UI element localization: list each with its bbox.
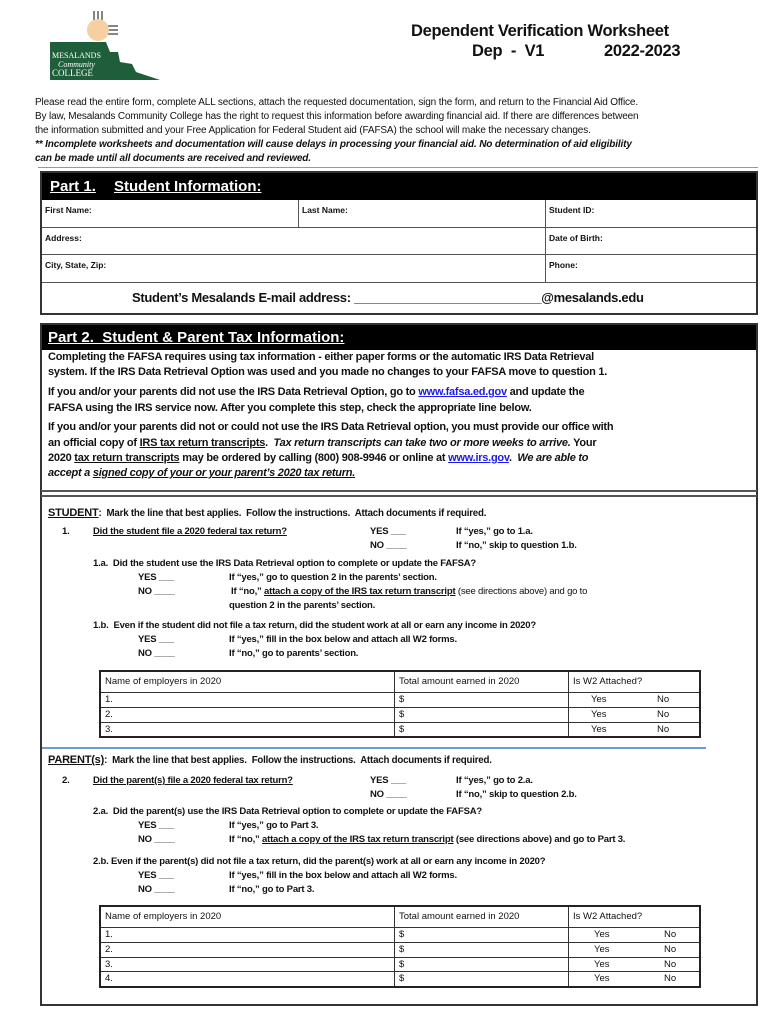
table-header: Name of employers in 2020 <box>105 676 222 687</box>
row-divider <box>101 942 699 943</box>
email-suffix: @mesalands.edu <box>541 290 644 305</box>
w2-yes[interactable]: Yes <box>594 929 610 940</box>
part1-header <box>42 173 756 200</box>
q1a-yes[interactable]: YES ___ <box>138 572 175 583</box>
row-number[interactable]: 2. <box>105 709 113 720</box>
part2-title: Part 2. Student & Parent Tax Information: <box>48 329 345 346</box>
q1-no[interactable]: NO ____ <box>370 540 407 551</box>
student-id-field[interactable] <box>546 200 756 228</box>
fafsa-intro-line: Completing the FAFSA requires using tax information - either paper forms or the automatic IRS Data Retrieval <box>48 351 594 363</box>
amount-cell[interactable]: $ <box>399 929 405 940</box>
table-header: Is W2 Attached? <box>573 911 643 922</box>
first-name-label: First Name: <box>45 205 92 215</box>
city-label: City, State, Zip: <box>45 260 107 270</box>
q2b-yes[interactable]: YES ___ <box>138 870 175 881</box>
col-divider <box>394 672 395 736</box>
q1a-if-no <box>231 586 587 598</box>
q1-yes[interactable]: YES ___ <box>370 526 407 537</box>
address-field[interactable] <box>42 228 546 255</box>
text: : <box>104 755 108 766</box>
row-divider <box>101 927 699 928</box>
transcript-line <box>48 452 588 465</box>
parent-heading-line <box>48 753 492 768</box>
q1a-text: 1.a. Did the student use the IRS Data Retrieval option to complete or update the FAFSA? <box>93 558 477 569</box>
row-number[interactable]: 3. <box>105 724 113 735</box>
text: . <box>508 452 518 464</box>
row-divider <box>101 692 699 693</box>
dob-label: Date of Birth: <box>549 233 603 243</box>
text: We are able to <box>517 452 589 464</box>
form-title: Dependent Verification Worksheet <box>411 22 669 40</box>
form-year: 2022-2023 <box>604 42 681 60</box>
part1-title: Student Information: <box>114 178 262 195</box>
text: and update the <box>506 386 585 398</box>
part2-header <box>42 325 756 350</box>
text: If “no,” <box>229 834 263 845</box>
fafsa-intro-line: system. If the IRS Data Retrieval Option was used and you made no changes to your FAFSA move to question 1. <box>48 366 608 378</box>
text: If you and/or your parents did not use the IRS Data Retrieval Option, go to <box>48 386 419 398</box>
q1-number: 1. <box>62 526 70 537</box>
q1a-if-yes: If “yes,” go to question 2 in the parents’ section. <box>229 572 437 583</box>
text: signed copy of your or your parent’s 2020 tax return. <box>92 467 356 479</box>
q1-if-yes: If “yes,” go to 1.a. <box>456 526 533 537</box>
transcript-line <box>48 467 355 480</box>
q2a-if-no <box>229 834 625 846</box>
last-name-field[interactable] <box>299 200 546 228</box>
col-divider <box>394 907 395 986</box>
table-header: Is W2 Attached? <box>573 676 643 687</box>
college-logo <box>48 10 163 82</box>
w2-no[interactable]: No <box>664 959 677 970</box>
amount-cell[interactable]: $ <box>399 973 405 984</box>
row-number[interactable]: 1. <box>105 929 113 940</box>
text: If “no,” <box>231 586 265 597</box>
amount-cell[interactable]: $ <box>399 709 405 720</box>
fafsa-link[interactable]: www.fafsa.ed.gov <box>418 386 507 398</box>
q2b-no[interactable]: NO ____ <box>138 884 175 895</box>
warning-line: can be made until all documents are received and reviewed. <box>35 153 311 164</box>
w2-yes[interactable]: Yes <box>591 694 607 705</box>
logo-line-3: COLLEGE <box>52 68 93 78</box>
q1b-text: 1.b. Even if the student did not file a tax return, did the student work at all or earn any income in 2020? <box>93 620 536 631</box>
q2-number: 2. <box>62 775 70 786</box>
transcript-line <box>48 437 596 450</box>
w2-yes[interactable]: Yes <box>591 709 607 720</box>
text: : <box>98 508 102 519</box>
parent-heading: PARENT(s) <box>48 754 105 766</box>
student-instruction: Mark the line that best applies. Follow the instructions. Attach documents if required. <box>101 508 487 519</box>
row-number[interactable]: 1. <box>105 694 113 705</box>
q1b-no[interactable]: NO ____ <box>138 648 175 659</box>
address-label: Address: <box>45 233 82 243</box>
text: an official copy of <box>48 437 140 449</box>
transcript-line: If you and/or your parents did not or could not use the IRS Data Retrieval option, you must provide our office with <box>48 421 614 433</box>
amount-cell[interactable]: $ <box>399 724 405 735</box>
w2-no[interactable]: No <box>664 973 677 984</box>
warning-line: ** Incomplete worksheets and documentation will cause delays in processing your financial aid. No determination of aid eligibility <box>35 139 632 150</box>
row-number[interactable]: 4. <box>105 973 113 984</box>
intro-line: By law, Mesalands Community College has the right to request this information before awarding financial aid. If there are differences between <box>35 111 639 122</box>
drt-instruction-line <box>48 386 584 399</box>
row-divider <box>101 957 699 958</box>
w2-no[interactable]: No <box>664 929 677 940</box>
w2-yes[interactable]: Yes <box>594 959 610 970</box>
form-code: Dep - V1 <box>472 42 545 60</box>
student-heading-line <box>48 506 486 521</box>
amount-cell[interactable]: $ <box>399 944 405 955</box>
q1b-if-no: If “no,” go to parents’ section. <box>229 648 359 659</box>
q2-yes[interactable]: YES ___ <box>370 775 407 786</box>
w2-no[interactable]: No <box>657 709 670 720</box>
amount-cell[interactable]: $ <box>399 694 405 705</box>
q1b-if-yes: If “yes,” fill in the box below and attach all W2 forms. <box>229 634 457 645</box>
text: tax return transcripts <box>74 452 180 464</box>
row-divider <box>101 707 699 708</box>
first-name-field[interactable] <box>42 200 299 228</box>
parent-employer-table <box>99 905 701 988</box>
part1-section <box>40 171 758 315</box>
col-divider <box>568 672 569 736</box>
q2a-if-yes: If “yes,” go to Part 3. <box>229 820 319 831</box>
q2b-text: 2.b. Even if the parent(s) did not file a tax return, did the parent(s) work at all or earn any income in 2020? <box>93 856 546 867</box>
q2-text: Did the parent(s) file a 2020 federal tax return? <box>93 775 293 786</box>
dob-field[interactable] <box>546 228 756 255</box>
text: Tax return transcripts can take two or more weeks to arrive. <box>273 437 571 449</box>
w2-no[interactable]: No <box>657 724 670 735</box>
phone-label: Phone: <box>549 260 578 270</box>
logo-line-1: MESALANDS <box>52 51 101 60</box>
city-state-zip-field[interactable] <box>42 255 546 283</box>
q2b-if-yes: If “yes,” fill in the box below and attach all W2 forms. <box>229 870 457 881</box>
intro-line: Please read the entire form, complete ALL sections, attach the requested documentation, sign the form, and return to the Financial Aid Office. <box>35 97 638 108</box>
amount-cell[interactable]: $ <box>399 959 405 970</box>
text: attach a copy of the IRS tax return transcript <box>262 834 454 845</box>
row-number[interactable]: 3. <box>105 959 113 970</box>
student-heading: STUDENT <box>48 507 99 519</box>
parent-instruction: Mark the line that best applies. Follow the instructions. Attach documents if required. <box>107 755 492 766</box>
text: accept a <box>48 467 93 479</box>
w2-no[interactable]: No <box>664 944 677 955</box>
row-divider <box>101 971 699 972</box>
w2-yes[interactable]: Yes <box>594 973 610 984</box>
irs-link[interactable]: www.irs.gov <box>448 452 509 464</box>
text: Your <box>570 437 597 449</box>
text: 2020 <box>48 452 75 464</box>
intro-line: the information submitted and your Free Application for Federal Student aid (FAFSA) the school will make the necessary changes. <box>35 125 591 136</box>
table-header: Name of employers in 2020 <box>105 911 222 922</box>
last-name-label: Last Name: <box>302 205 348 215</box>
table-header: Total amount earned in 2020 <box>399 676 520 687</box>
phone-field[interactable] <box>546 255 756 283</box>
email-label: Student’s Mesalands E-mail address: <box>132 290 351 305</box>
w2-no[interactable]: No <box>657 694 670 705</box>
email-row[interactable] <box>132 290 644 305</box>
divider <box>38 167 758 168</box>
table-header: Total amount earned in 2020 <box>399 911 520 922</box>
student-employer-table <box>99 670 701 738</box>
q1-if-no: If “no,” skip to question 1.b. <box>456 540 577 551</box>
drt-instruction-line: FAFSA using the IRS service now. After you complete this step, check the appropriate line below. <box>48 402 532 414</box>
part1-number: Part 1. <box>50 178 96 195</box>
col-divider <box>568 907 569 986</box>
email-blank[interactable]: ___________________________ <box>354 290 542 305</box>
q2b-if-no: If “no,” go to Part 3. <box>229 884 315 895</box>
q2a-yes[interactable]: YES ___ <box>138 820 175 831</box>
divider <box>41 490 757 492</box>
row-number[interactable]: 2. <box>105 944 113 955</box>
divider <box>41 495 757 497</box>
text: . <box>265 437 274 449</box>
q2-if-yes: If “yes,” go to 2.a. <box>456 775 533 786</box>
text: attach a copy of the IRS tax return transcript <box>264 586 456 597</box>
q1b-yes[interactable]: YES ___ <box>138 634 175 645</box>
q1a-if-no-cont: question 2 in the parents’ section. <box>229 600 376 611</box>
logo-line-2: Community <box>58 60 95 69</box>
text: (see directions above) and go to <box>455 586 588 597</box>
q2-no[interactable]: NO ____ <box>370 789 407 800</box>
q2a-no[interactable]: NO ____ <box>138 834 175 845</box>
w2-yes[interactable]: Yes <box>594 944 610 955</box>
w2-yes[interactable]: Yes <box>591 724 607 735</box>
q2-if-no: If “no,” skip to question 2.b. <box>456 789 577 800</box>
text: (see directions above) and go to Part 3. <box>453 834 626 845</box>
row-divider <box>101 722 699 723</box>
transcripts-text: IRS tax return transcripts <box>139 437 266 449</box>
section-divider <box>42 747 706 749</box>
q2a-text: 2.a. Did the parent(s) use the IRS Data Retrieval option to complete or update the FAFSA? <box>93 806 482 817</box>
q1a-no[interactable]: NO ____ <box>138 586 175 597</box>
q1-text: Did the student file a 2020 federal tax return? <box>93 526 287 537</box>
student-id-label: Student ID: <box>549 205 595 215</box>
text: may be ordered by calling (800) 908-9946 or online at <box>179 452 449 464</box>
